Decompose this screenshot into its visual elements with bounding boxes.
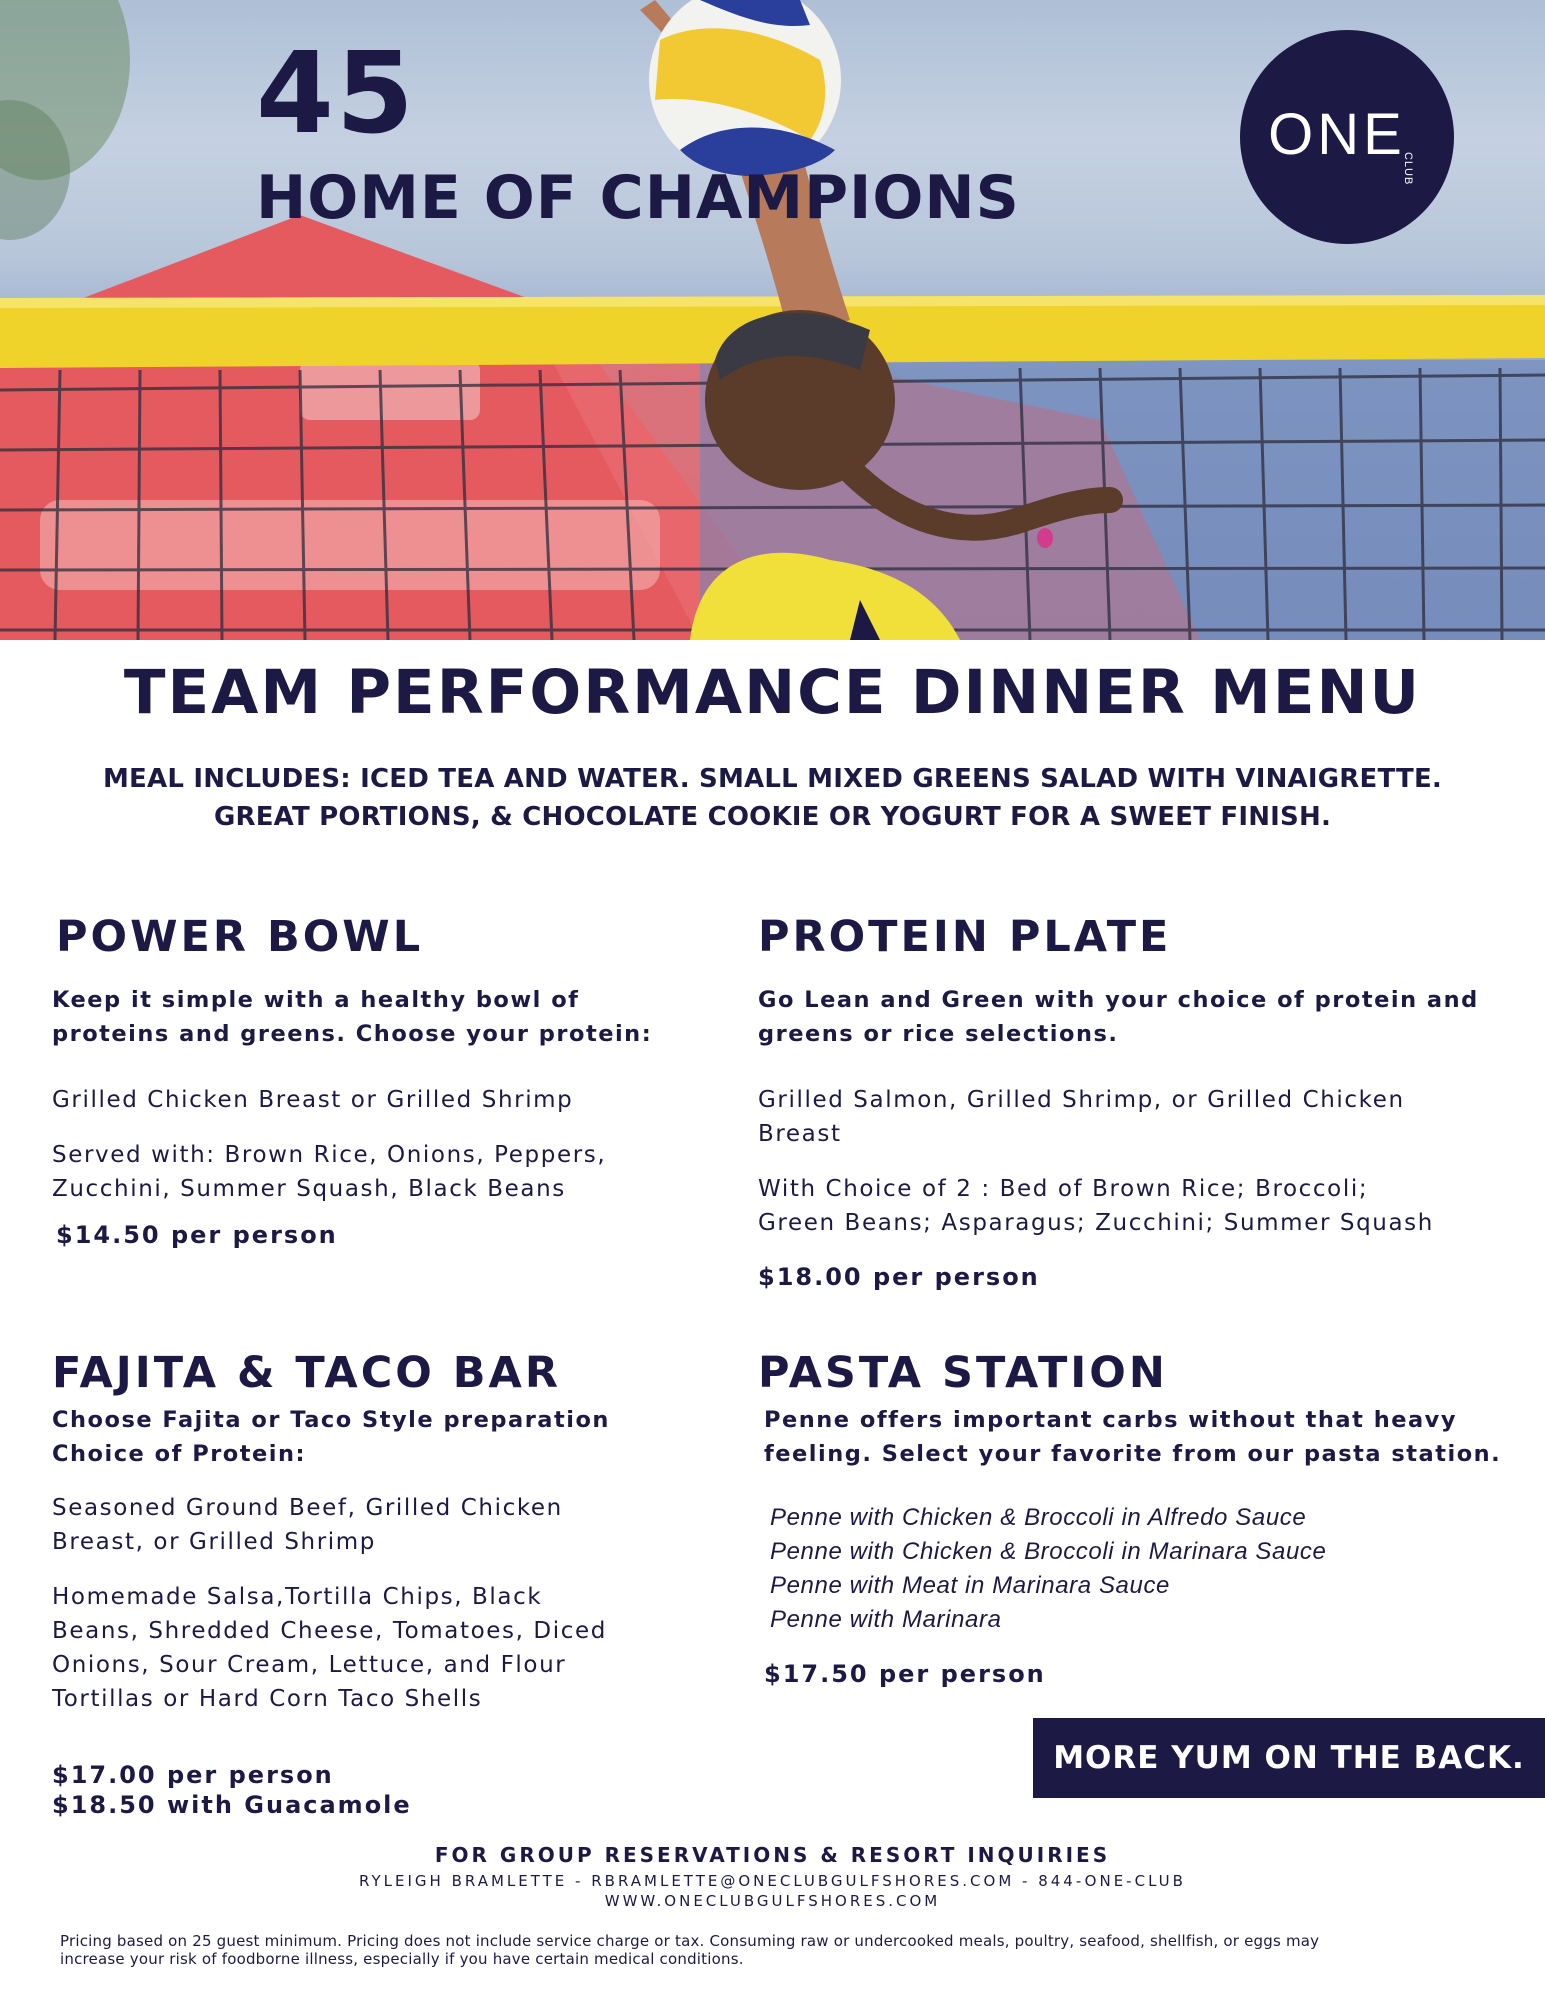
section-pasta-station: [758, 1348, 1538, 1689]
disclaimer-line: increase your risk of foodborne illness, especially if you have certain medical conditions.: [60, 1950, 744, 1968]
meal-includes-line: GREAT PORTIONS, & CHOCOLATE COOKIE OR YOGURT FOR A SWEET FINISH.: [213, 802, 1332, 832]
served-line: Served with: Brown Rice, Onions, Peppers,: [52, 1142, 607, 1168]
description-line: Go Lean and Green with your choice of protein and: [758, 987, 1479, 1013]
description-line: feeling. Select your favorite from our pasta station.: [764, 1441, 1502, 1467]
price: $17.00 per person: [52, 1761, 334, 1789]
sides-line: Onions, Sour Cream, Lettuce, and Flour: [52, 1652, 567, 1678]
section-power-bowl: [52, 912, 732, 1250]
menu-title: TEAM PERFORMANCE DINNER MENU: [123, 657, 1422, 728]
served-line: Zucchini, Summer Squash, Black Beans: [52, 1176, 566, 1202]
description-line: Choice of Protein:: [52, 1441, 306, 1467]
logo-wordmark: ONE: [1268, 102, 1406, 167]
protein-options: [52, 1491, 732, 1559]
hero-number: 45: [256, 29, 416, 159]
choice-line: With Choice of 2 : Bed of Brown Rice; Broccoli;: [758, 1176, 1369, 1202]
more-on-back-banner: MORE YUM ON THE BACK.: [1033, 1718, 1545, 1798]
section-description: [52, 1403, 732, 1471]
section-title: FAJITA & TACO BAR: [52, 1348, 561, 1398]
sides-line: Tortillas or Hard Corn Taco Shells: [52, 1686, 483, 1712]
protein-line: Breast, or Grilled Shrimp: [52, 1529, 376, 1555]
protein-line: Breast: [758, 1121, 842, 1147]
website-link[interactable]: WWW.ONECLUBGULFSHORES.COM: [604, 1892, 941, 1910]
hero-photo: [0, 0, 1545, 640]
sides-list: [52, 1580, 732, 1716]
description-line: Keep it simple with a healthy bowl of: [52, 987, 580, 1013]
meal-includes: [0, 760, 1545, 836]
reservations-heading: FOR GROUP RESERVATIONS & RESORT INQUIRIES: [434, 1843, 1111, 1867]
choice-line: Green Beans; Asparagus; Zucchini; Summer Squash: [758, 1210, 1434, 1236]
disclaimer: [60, 1932, 1500, 1968]
pasta-item: Penne with Chicken & Broccoli in Alfredo Sauce: [770, 1504, 1307, 1531]
section-description: [52, 983, 732, 1051]
description-line: greens or rice selections.: [758, 1021, 1119, 1047]
choice-options: [758, 1172, 1538, 1240]
price: $17.50 per person: [764, 1660, 1046, 1688]
description-line: Penne offers important carbs without that heavy: [764, 1407, 1457, 1433]
pasta-options: [770, 1501, 1538, 1637]
protein-line: Seasoned Ground Beef, Grilled Chicken: [52, 1495, 563, 1521]
sides-line: Beans, Shredded Cheese, Tomatoes, Diced: [52, 1618, 607, 1644]
section-title: PASTA STATION: [758, 1348, 1168, 1398]
price: $18.00 per person: [758, 1263, 1040, 1291]
pasta-item: Penne with Meat in Marinara Sauce: [770, 1572, 1171, 1599]
description-line: Choose Fajita or Taco Style preparation: [52, 1407, 610, 1433]
section-description: [764, 1403, 1538, 1471]
served-with: [52, 1138, 732, 1206]
one-club-logo: [1240, 30, 1454, 244]
section-protein-plate: [758, 912, 1538, 1292]
sides-line: Homemade Salsa,Tortilla Chips, Black: [52, 1584, 543, 1610]
protein-line: Grilled Chicken Breast or Grilled Shrimp: [52, 1087, 574, 1113]
pasta-item: Penne with Chicken & Broccoli in Marinara Sauce: [770, 1538, 1327, 1565]
logo-subtext: CLUB: [1402, 152, 1414, 186]
section-title: PROTEIN PLATE: [758, 912, 1172, 962]
hero-title: HOME OF CHAMPIONS: [256, 163, 1020, 233]
protein-line: Grilled Salmon, Grilled Shrimp, or Grilled Chicken: [758, 1087, 1405, 1113]
price: $14.50 per person: [56, 1221, 338, 1249]
section-title: POWER BOWL: [56, 912, 424, 962]
meal-includes-line: MEAL INCLUDES: ICED TEA AND WATER. SMALL MIXED GREENS SALAD WITH VINAIGRETTE.: [102, 764, 1442, 794]
protein-options: [758, 1083, 1538, 1151]
section-fajita-taco-bar: [52, 1348, 732, 1820]
disclaimer-line: Pricing based on 25 guest minimum. Pricing does not include service charge or tax. Consuming raw or undercooked meals, poultry, seafood, shellfish, or eggs may: [60, 1932, 1320, 1950]
pasta-item: Penne with Marinara: [770, 1606, 1002, 1633]
section-description: [758, 983, 1538, 1051]
price-with-guacamole: $18.50 with Guacamole: [52, 1791, 412, 1819]
contact-line: RYLEIGH BRAMLETTE - RBRAMLETTE@ONECLUBGULFSHORES.COM - 844-ONE-CLUB: [359, 1872, 1186, 1890]
protein-options: [52, 1083, 732, 1117]
description-line: proteins and greens. Choose your protein:: [52, 1021, 653, 1047]
